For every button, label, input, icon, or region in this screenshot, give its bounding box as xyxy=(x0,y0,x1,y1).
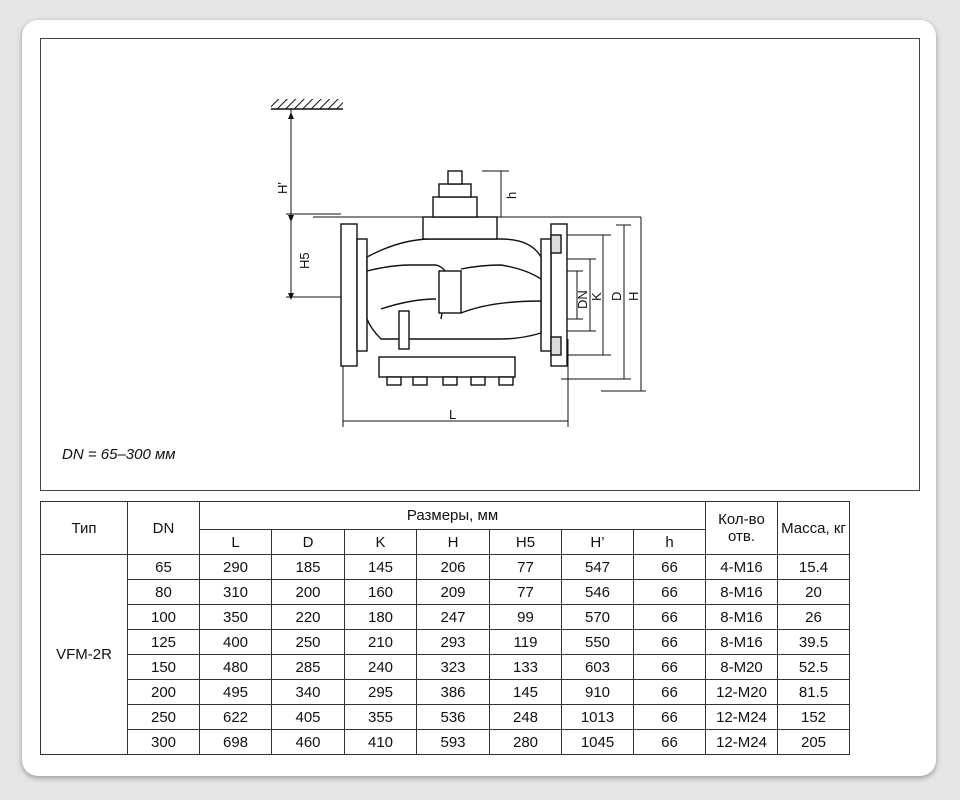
cell-holes: 4-M16 xyxy=(706,555,778,580)
h5-label: H5 xyxy=(297,252,312,269)
cell-holes: 8-M16 xyxy=(706,580,778,605)
cell-h5: 280 xyxy=(490,730,562,755)
cell-mass: 39.5 xyxy=(778,630,850,655)
cell-k: 355 xyxy=(345,705,417,730)
type-header: Тип xyxy=(41,502,128,555)
cell-h5: 77 xyxy=(490,580,562,605)
col-header-h5: H5 xyxy=(490,530,562,555)
dn-label: DN xyxy=(575,290,590,309)
col-header-small-h: h xyxy=(634,530,706,555)
valve-drawing-frame xyxy=(40,38,920,491)
mass-header: Масса, кг xyxy=(778,502,850,555)
cell-h5: 99 xyxy=(490,605,562,630)
cell-mass: 52.5 xyxy=(778,655,850,680)
cell-h: 66 xyxy=(634,655,706,680)
cell-h: 386 xyxy=(417,680,490,705)
cell-h: 536 xyxy=(417,705,490,730)
cell-h: 66 xyxy=(634,680,706,705)
ceiling-symbol xyxy=(271,99,343,109)
cell-mass: 15.4 xyxy=(778,555,850,580)
cell-dn: 150 xyxy=(128,655,200,680)
cell-hp: 547 xyxy=(562,555,634,580)
cell-mass: 205 xyxy=(778,730,850,755)
cell-k: 145 xyxy=(345,555,417,580)
cell-hp: 1013 xyxy=(562,705,634,730)
table-row xyxy=(41,705,850,730)
cell-holes: 8-M16 xyxy=(706,630,778,655)
dn-header: DN xyxy=(128,502,200,555)
cell-holes: 12-M24 xyxy=(706,730,778,755)
cell-h: 206 xyxy=(417,555,490,580)
cell-d: 220 xyxy=(272,605,345,630)
col-header-k: K xyxy=(345,530,417,555)
cell-mass: 20 xyxy=(778,580,850,605)
h-prime-label: H' xyxy=(275,182,290,194)
cell-d: 185 xyxy=(272,555,345,580)
cell-holes: 8-M16 xyxy=(706,605,778,630)
cell-h: 66 xyxy=(634,605,706,630)
cell-h: 66 xyxy=(634,555,706,580)
cell-holes: 8-M20 xyxy=(706,655,778,680)
valve-body xyxy=(341,171,567,385)
cell-d: 285 xyxy=(272,655,345,680)
cell-hp: 550 xyxy=(562,630,634,655)
cell-h: 593 xyxy=(417,730,490,755)
cell-k: 410 xyxy=(345,730,417,755)
cell-h5: 145 xyxy=(490,680,562,705)
cell-l: 480 xyxy=(200,655,272,680)
cell-holes: 12-M24 xyxy=(706,705,778,730)
cell-dn: 100 xyxy=(128,605,200,630)
cell-hp: 603 xyxy=(562,655,634,680)
cell-h: 209 xyxy=(417,580,490,605)
col-header-h: H xyxy=(417,530,490,555)
cell-h5: 119 xyxy=(490,630,562,655)
cell-dn: 80 xyxy=(128,580,200,605)
cell-dn: 300 xyxy=(128,730,200,755)
cell-mass: 26 xyxy=(778,605,850,630)
cell-hp: 546 xyxy=(562,580,634,605)
cell-hp: 1045 xyxy=(562,730,634,755)
cell-h5: 248 xyxy=(490,705,562,730)
cell-d: 405 xyxy=(272,705,345,730)
dimensions-table xyxy=(40,501,850,755)
cell-h: 323 xyxy=(417,655,490,680)
table-row xyxy=(41,730,850,755)
cell-d: 200 xyxy=(272,580,345,605)
valve-drawing xyxy=(41,39,921,492)
cell-k: 210 xyxy=(345,630,417,655)
cell-h: 66 xyxy=(634,730,706,755)
cell-dn: 125 xyxy=(128,630,200,655)
cell-k: 180 xyxy=(345,605,417,630)
cell-d: 340 xyxy=(272,680,345,705)
dn-range-note: DN = 65–300 мм xyxy=(62,446,176,463)
cell-dn: 200 xyxy=(128,680,200,705)
cell-l: 495 xyxy=(200,680,272,705)
cell-l: 290 xyxy=(200,555,272,580)
cell-l: 400 xyxy=(200,630,272,655)
table-row xyxy=(41,555,850,580)
cell-h: 66 xyxy=(634,580,706,605)
cell-d: 460 xyxy=(272,730,345,755)
cell-l: 350 xyxy=(200,605,272,630)
cell-hp: 910 xyxy=(562,680,634,705)
cell-hp: 570 xyxy=(562,605,634,630)
cell-d: 250 xyxy=(272,630,345,655)
table-row xyxy=(41,680,850,705)
big-h-label: H xyxy=(626,291,641,301)
cell-h: 66 xyxy=(634,630,706,655)
dimensions-header: Размеры, мм xyxy=(200,502,706,530)
cell-h5: 77 xyxy=(490,555,562,580)
type-cell: VFM-2R xyxy=(41,555,128,755)
cell-dn: 65 xyxy=(128,555,200,580)
cell-l: 698 xyxy=(200,730,272,755)
col-header-h-prime: H’ xyxy=(562,530,634,555)
table-row xyxy=(41,605,850,630)
cell-h: 66 xyxy=(634,705,706,730)
cell-mass: 152 xyxy=(778,705,850,730)
table-row xyxy=(41,630,850,655)
cell-l: 310 xyxy=(200,580,272,605)
table-row xyxy=(41,655,850,680)
cell-k: 295 xyxy=(345,680,417,705)
col-header-d: D xyxy=(272,530,345,555)
table-row xyxy=(41,580,850,605)
cell-h: 247 xyxy=(417,605,490,630)
col-header-l: L xyxy=(200,530,272,555)
cell-h: 293 xyxy=(417,630,490,655)
cell-k: 240 xyxy=(345,655,417,680)
l-label: L xyxy=(449,407,457,422)
holes-header: Кол-во отв. xyxy=(706,502,778,555)
cell-l: 622 xyxy=(200,705,272,730)
cell-mass: 81.5 xyxy=(778,680,850,705)
cell-dn: 250 xyxy=(128,705,200,730)
k-label: K xyxy=(589,292,604,301)
cell-h5: 133 xyxy=(490,655,562,680)
h-label: h xyxy=(504,191,519,199)
d-label: D xyxy=(609,291,624,301)
cell-holes: 12-M20 xyxy=(706,680,778,705)
cell-k: 160 xyxy=(345,580,417,605)
